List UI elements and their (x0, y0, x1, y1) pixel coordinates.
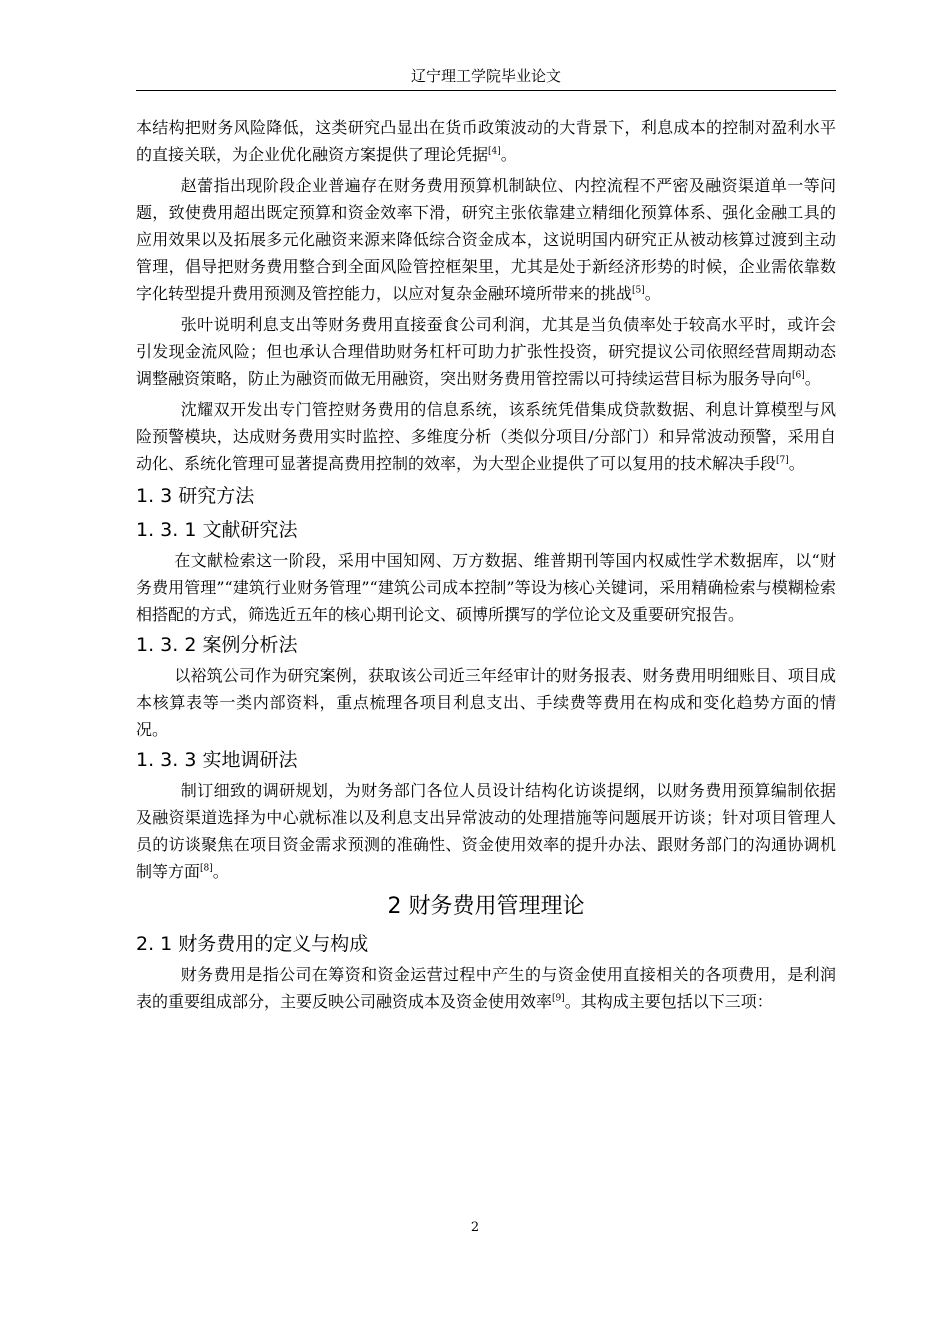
subsection-heading-1-3-1: 1. 3. 1 文献研究法 (136, 519, 298, 541)
header-title: 辽宁理工学院毕业论文 (410, 67, 561, 85)
citation-ref: [6] (792, 370, 805, 381)
paragraph-4 (136, 396, 836, 477)
paragraph-text-end: 。其构成主要包括以下三项： (564, 992, 773, 1011)
section-heading-2-1: 2. 1 财务费用的定义与构成 (136, 933, 369, 955)
paragraph-text: 财务费用是指公司在筹资和资金运营过程中产生的与资金使用直接相关的各项费用，是利润表的重要组成部分，主要反映公司融资成本及资金使用效率 (136, 965, 836, 1011)
paragraph-1 (136, 114, 836, 168)
paragraph-5: 在文献检索这一阶段，采用中国知网、万方数据、维普期刊等国内权威性学术数据库，以“财务费用管理”“建筑行业财务管理”“建筑公司成本控制”等设为核心关键词，采用精确检索与模糊检索相搭配的方式，筛选近五年的核心期刊论文、硕博所撰写的学位论文及重要研究报告。 (136, 551, 836, 624)
section-heading-1-3: 1. 3 研究方法 (136, 485, 255, 507)
paragraph-8 (136, 961, 836, 1015)
paragraph-text: 沈耀双开发出专门管控财务费用的信息系统，该系统凭借集成贷款数据、利息计算模型与风险预警模块，达成财务费用实时监控、多维度分析（类似分项目/分部门）和异常波动预警，采用自动化、系统化管理可显著提高费用控制的效率，为大型企业提供了可以复用的技术解决手段 (136, 400, 836, 473)
paragraph-2 (136, 172, 836, 307)
paragraph-7 (136, 777, 836, 885)
citation-ref: [9] (552, 993, 565, 1004)
paragraph-text: 赵蕾指出现阶段企业普遍存在财务费用预算机制缺位、内控流程不严密及融资渠道单一等问题，致使费用超出既定预算和资金效率下滑，研究主张依靠建立精细化预算体系、强化金融工具的应用效果以及拓展多元化融资来源来降低综合资金成本，这说明国内研究正从被动核算过渡到主动管理，倡导把财务费用整合到全面风险管控框架里，尤其是处于新经济形势的时候，企业需依靠数字化转型提升费用预测及管控能力，以应对复杂金融环境所带来的挑战 (136, 176, 836, 303)
paragraph-text-end: 。 (644, 284, 661, 303)
paragraph-text: 本结构把财务风险降低，这类研究凸显出在货币政策波动的大背景下，利息成本的控制对盈利水平的直接关联，为企业优化融资方案提供了理论凭据 (136, 118, 836, 164)
subsection-heading-1-3-2: 1. 3. 2 案例分析法 (136, 634, 298, 656)
subsection-heading-1-3-3: 1. 3. 3 实地调研法 (136, 749, 298, 771)
citation-ref: [5] (632, 285, 645, 296)
paragraph-text-end: 。 (212, 862, 229, 881)
paragraph-text: 张叶说明利息支出等财务费用直接蚕食公司利润，尤其是当负债率处于较高水平时，或许会引发现金流风险；但也承认合理借助财务杠杆可助力扩张性投资，研究提议公司依照经营周期动态调整融资策略，防止为融资而做无用融资，突出财务费用管控需以可持续运营目标为服务导向 (136, 315, 836, 388)
page-content (136, 114, 836, 1015)
page-number: 2 (470, 1220, 480, 1235)
paragraph-text: 制订细致的调研规划，为财务部门各位人员设计结构化访谈提纲，以财务费用预算编制依据及融资渠道选择为中心就标准以及利息支出异常波动的处理措施等问题展开访谈；针对项目管理人员的访谈聚焦在项目资金需求预测的准确性、资金使用效率的提升办法、跟财务部门的沟通协调机制等方面 (136, 781, 836, 881)
paragraph-6: 以裕筑公司作为研究案例，获取该公司近三年经审计的财务报表、财务费用明细账目、项目成本核算表等一类内部资料，重点梳理各项目利息支出、手续费等费用在构成和变化趋势方面的情况。 (136, 666, 836, 739)
paragraph-3 (136, 311, 836, 392)
page-header (136, 62, 836, 91)
paragraph-text-end: 。 (788, 454, 805, 473)
paragraph-text-end: 。 (500, 145, 517, 164)
chapter-heading-2: 2 财务费用管理理论 (387, 894, 585, 919)
citation-ref: [7] (776, 455, 789, 466)
paragraph-text-end: 。 (804, 369, 821, 388)
citation-ref: [8] (200, 863, 213, 874)
citation-ref: [4] (488, 146, 501, 157)
